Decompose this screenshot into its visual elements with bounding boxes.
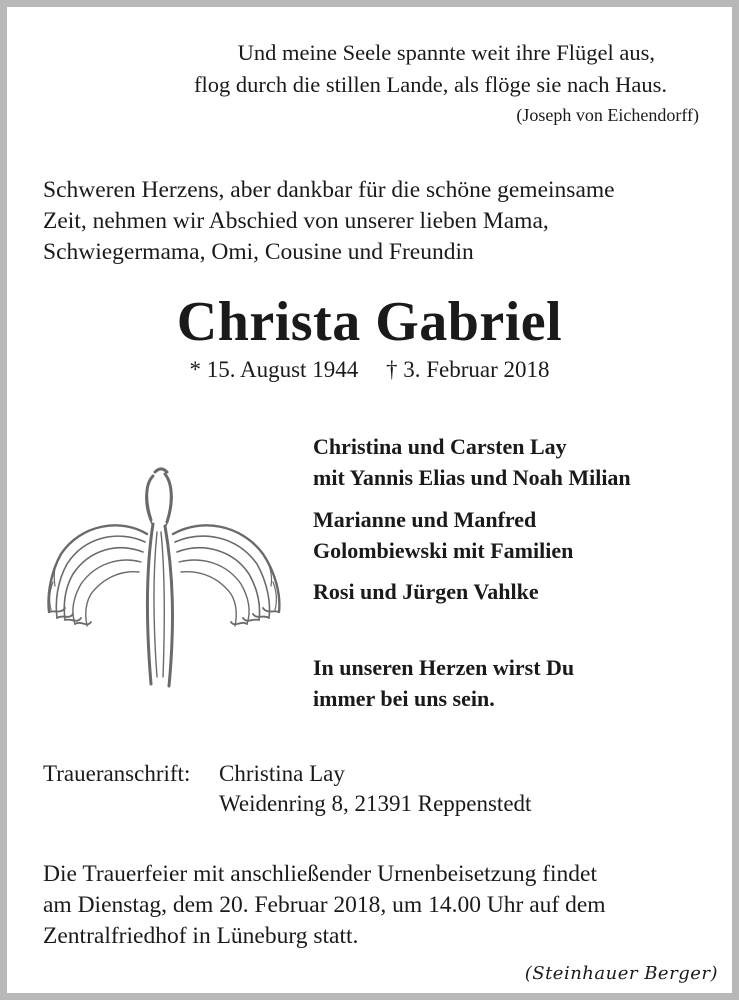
intro-line-2: Zeit, nehmen wir Abschied von unserer lieben Mama, bbox=[43, 208, 549, 234]
angel-icon bbox=[41, 462, 291, 692]
address-label: Traueranschrift: bbox=[43, 761, 191, 786]
family-line-4: Golombiewski mit Familien bbox=[313, 538, 574, 563]
quote-line-1: In unseren Herzen wirst Du bbox=[313, 655, 575, 680]
life-dates bbox=[7, 357, 732, 383]
funeral-line-3: Zentralfriedhof in Lüneburg statt. bbox=[43, 923, 359, 949]
obituary-notice bbox=[7, 7, 732, 993]
address-street: Weidenring 8, 21391 Reppenstedt bbox=[219, 791, 532, 816]
deceased-name: Christa Gabriel bbox=[176, 291, 563, 353]
birth-date: * 15. August 1944 bbox=[189, 357, 359, 382]
poem-line-1: Und meine Seele spannte weit ihre Flügel aus, bbox=[237, 40, 655, 65]
funeral-line-1: Die Trauerfeier mit anschließender Urnenbeisetzung findet bbox=[43, 861, 598, 887]
stonemason-signature: (Steinhauer Berger) bbox=[524, 963, 718, 984]
intro-line-1: Schweren Herzens, aber dankbar für die schöne gemeinsame bbox=[43, 177, 615, 203]
death-date: † 3. Februar 2018 bbox=[385, 357, 550, 382]
poem-line-2: flog durch die stillen Lande, als flöge sie nach Haus. bbox=[194, 72, 667, 97]
poem-author: (Joseph von Eichendorff) bbox=[516, 105, 699, 125]
funeral-line-2: am Dienstag, dem 20. Februar 2018, um 14.00 Uhr auf dem bbox=[43, 892, 606, 918]
address-name: Christina Lay bbox=[219, 761, 345, 786]
family-line-3: Marianne und Manfred bbox=[313, 507, 537, 532]
quote-line-2: immer bei uns sein. bbox=[313, 686, 495, 711]
family-line-5: Rosi und Jürgen Vahlke bbox=[313, 579, 539, 604]
intro-line-3: Schwiegermama, Omi, Cousine und Freundin bbox=[43, 239, 474, 265]
family-line-1: Christina und Carsten Lay bbox=[313, 434, 567, 459]
family-line-2: mit Yannis Elias und Noah Milian bbox=[313, 465, 631, 490]
